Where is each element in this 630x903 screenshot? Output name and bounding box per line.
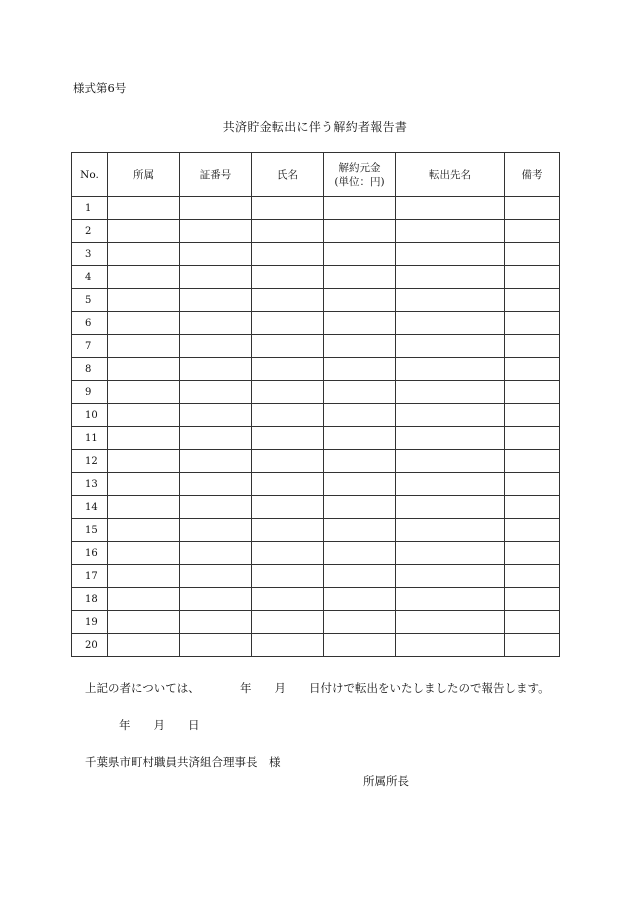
affiliation-cell: [108, 243, 180, 266]
affiliation-cell: [108, 450, 180, 473]
name-cell: [252, 427, 324, 450]
certificate-number-cell: [180, 450, 252, 473]
certificate-number-cell: [180, 427, 252, 450]
certificate-number-cell: [180, 611, 252, 634]
name-cell: [252, 450, 324, 473]
remarks-cell: [505, 496, 560, 519]
remarks-cell: [505, 588, 560, 611]
row-number: 20: [72, 634, 108, 657]
remarks-cell: [505, 404, 560, 427]
remarks-cell: [505, 542, 560, 565]
destination-cell: [396, 220, 505, 243]
table-row: [72, 634, 560, 657]
principal-cell: [324, 312, 396, 335]
table-row: [72, 427, 560, 450]
affiliation-cell: [108, 611, 180, 634]
destination-cell: [396, 565, 505, 588]
name-cell: [252, 312, 324, 335]
principal-cell: [324, 473, 396, 496]
remarks-cell: [505, 266, 560, 289]
certificate-number-cell: [180, 358, 252, 381]
remarks-cell: [505, 358, 560, 381]
certificate-number-cell: [180, 243, 252, 266]
destination-cell: [396, 266, 505, 289]
table-row: [72, 358, 560, 381]
principal-cell: [324, 634, 396, 657]
row-number: 12: [72, 450, 108, 473]
destination-cell: [396, 335, 505, 358]
remarks-cell: [505, 450, 560, 473]
table-row: [72, 220, 560, 243]
principal-cell: [324, 404, 396, 427]
header-name: 氏名: [252, 153, 324, 197]
header-certificate-number: 証番号: [180, 153, 252, 197]
destination-cell: [396, 404, 505, 427]
row-number: 9: [72, 381, 108, 404]
remarks-cell: [505, 197, 560, 220]
certificate-number-cell: [180, 335, 252, 358]
name-cell: [252, 358, 324, 381]
table-row: [72, 197, 560, 220]
certificate-number-cell: [180, 266, 252, 289]
affiliation-cell: [108, 565, 180, 588]
table-row: [72, 381, 560, 404]
header-affiliation: 所属: [108, 153, 180, 197]
affiliation-cell: [108, 220, 180, 243]
report-table: [71, 152, 560, 657]
principal-cell: [324, 519, 396, 542]
table-row: [72, 335, 560, 358]
table-row: [72, 588, 560, 611]
table-row: [72, 450, 560, 473]
remarks-cell: [505, 427, 560, 450]
form-number: 様式第6号: [73, 81, 127, 95]
header-principal-line1: 解約元金: [338, 161, 381, 174]
certificate-number-cell: [180, 289, 252, 312]
certificate-number-cell: [180, 473, 252, 496]
name-cell: [252, 197, 324, 220]
certificate-number-cell: [180, 381, 252, 404]
table-body: [72, 197, 560, 657]
name-cell: [252, 634, 324, 657]
destination-cell: [396, 542, 505, 565]
header-principal: [324, 153, 396, 197]
table-row: [72, 289, 560, 312]
destination-cell: [396, 519, 505, 542]
row-number: 19: [72, 611, 108, 634]
header-destination: 転出先名: [396, 153, 505, 197]
principal-cell: [324, 335, 396, 358]
header-remarks: 備考: [505, 153, 560, 197]
row-number: 18: [72, 588, 108, 611]
affiliation-cell: [108, 496, 180, 519]
row-number: 4: [72, 266, 108, 289]
name-cell: [252, 335, 324, 358]
table-row: [72, 312, 560, 335]
affiliation-cell: [108, 588, 180, 611]
affiliation-cell: [108, 427, 180, 450]
remarks-cell: [505, 312, 560, 335]
row-number: 13: [72, 473, 108, 496]
principal-cell: [324, 542, 396, 565]
row-number: 17: [72, 565, 108, 588]
row-number: 2: [72, 220, 108, 243]
remarks-cell: [505, 220, 560, 243]
principal-cell: [324, 381, 396, 404]
name-cell: [252, 404, 324, 427]
row-number: 15: [72, 519, 108, 542]
destination-cell: [396, 427, 505, 450]
table-row: [72, 496, 560, 519]
principal-cell: [324, 243, 396, 266]
report-statement: 上記の者については、 年 月 日付けで転出をいたしましたので報告します。: [85, 681, 550, 695]
remarks-cell: [505, 335, 560, 358]
principal-cell: [324, 289, 396, 312]
row-number: 8: [72, 358, 108, 381]
name-cell: [252, 496, 324, 519]
name-cell: [252, 565, 324, 588]
affiliation-cell: [108, 542, 180, 565]
table-row: [72, 611, 560, 634]
certificate-number-cell: [180, 565, 252, 588]
destination-cell: [396, 312, 505, 335]
remarks-cell: [505, 519, 560, 542]
table-row: [72, 243, 560, 266]
affiliation-cell: [108, 404, 180, 427]
principal-cell: [324, 450, 396, 473]
remarks-cell: [505, 634, 560, 657]
remarks-cell: [505, 611, 560, 634]
remarks-cell: [505, 381, 560, 404]
name-cell: [252, 243, 324, 266]
principal-cell: [324, 220, 396, 243]
affiliation-cell: [108, 289, 180, 312]
row-number: 10: [72, 404, 108, 427]
report-date: 年 月 日: [119, 718, 200, 732]
name-cell: [252, 542, 324, 565]
destination-cell: [396, 611, 505, 634]
affiliation-cell: [108, 519, 180, 542]
principal-cell: [324, 588, 396, 611]
certificate-number-cell: [180, 588, 252, 611]
principal-cell: [324, 611, 396, 634]
table-header-row: [72, 153, 560, 197]
addressee: 千葉県市町村職員共済組合理事長 様: [85, 755, 281, 769]
certificate-number-cell: [180, 404, 252, 427]
destination-cell: [396, 473, 505, 496]
certificate-number-cell: [180, 220, 252, 243]
affiliation-cell: [108, 358, 180, 381]
destination-cell: [396, 588, 505, 611]
name-cell: [252, 381, 324, 404]
destination-cell: [396, 289, 505, 312]
row-number: 7: [72, 335, 108, 358]
certificate-number-cell: [180, 197, 252, 220]
table-row: [72, 565, 560, 588]
destination-cell: [396, 243, 505, 266]
table-row: [72, 473, 560, 496]
row-number: 11: [72, 427, 108, 450]
row-number: 5: [72, 289, 108, 312]
affiliation-cell: [108, 634, 180, 657]
affiliation-cell: [108, 266, 180, 289]
destination-cell: [396, 450, 505, 473]
certificate-number-cell: [180, 634, 252, 657]
row-number: 16: [72, 542, 108, 565]
row-number: 1: [72, 197, 108, 220]
name-cell: [252, 588, 324, 611]
table-row: [72, 266, 560, 289]
principal-cell: [324, 496, 396, 519]
certificate-number-cell: [180, 519, 252, 542]
destination-cell: [396, 634, 505, 657]
remarks-cell: [505, 473, 560, 496]
destination-cell: [396, 358, 505, 381]
table-row: [72, 519, 560, 542]
name-cell: [252, 473, 324, 496]
affiliation-cell: [108, 473, 180, 496]
row-number: 14: [72, 496, 108, 519]
affiliation-cell: [108, 312, 180, 335]
principal-cell: [324, 358, 396, 381]
certificate-number-cell: [180, 312, 252, 335]
remarks-cell: [505, 289, 560, 312]
header-no: No.: [72, 153, 108, 197]
destination-cell: [396, 496, 505, 519]
name-cell: [252, 519, 324, 542]
sender: 所属所長: [363, 774, 409, 788]
remarks-cell: [505, 565, 560, 588]
name-cell: [252, 266, 324, 289]
row-number: 3: [72, 243, 108, 266]
remarks-cell: [505, 243, 560, 266]
destination-cell: [396, 381, 505, 404]
destination-cell: [396, 197, 505, 220]
row-number: 6: [72, 312, 108, 335]
principal-cell: [324, 427, 396, 450]
affiliation-cell: [108, 381, 180, 404]
name-cell: [252, 611, 324, 634]
name-cell: [252, 289, 324, 312]
table-row: [72, 542, 560, 565]
principal-cell: [324, 565, 396, 588]
certificate-number-cell: [180, 542, 252, 565]
affiliation-cell: [108, 335, 180, 358]
header-principal-line2: (単位：円): [334, 175, 385, 188]
principal-cell: [324, 266, 396, 289]
certificate-number-cell: [180, 496, 252, 519]
name-cell: [252, 220, 324, 243]
principal-cell: [324, 197, 396, 220]
table-row: [72, 404, 560, 427]
affiliation-cell: [108, 197, 180, 220]
document-title: 共済貯金転出に伴う解約者報告書: [222, 120, 408, 134]
